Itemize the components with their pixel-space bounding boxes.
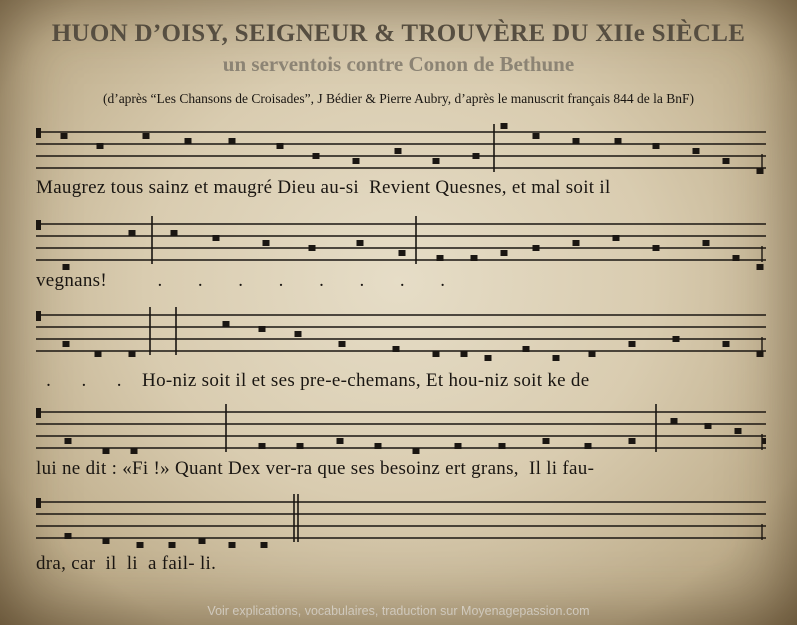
neume-note <box>65 438 72 444</box>
lyrics-line-3: . . . Ho-niz soit il et ses pre-e-chemans, Et hou-niz soit ke de <box>36 370 590 391</box>
neume-note <box>393 346 400 352</box>
neume-note <box>653 143 660 149</box>
neume-note <box>501 250 508 256</box>
neume-note <box>455 443 462 449</box>
neume-note <box>671 418 678 424</box>
source-citation: (d’après “Les Chansons de Croisades”, J Bédier & Pierre Aubry, d’après le manuscrit français 844 de la BnF) <box>102 91 695 106</box>
neume-note <box>185 138 192 144</box>
neume-note <box>723 341 730 347</box>
neume-note <box>375 443 382 449</box>
music-staff-5 <box>36 490 766 550</box>
neume-note <box>337 438 344 444</box>
neume-note <box>501 123 508 129</box>
staff-drawing <box>36 120 766 180</box>
neume-note <box>653 245 660 251</box>
neume-note <box>553 355 560 361</box>
neume-note <box>399 250 406 256</box>
neume-note <box>261 542 268 548</box>
neume-note <box>259 443 266 449</box>
neume-note <box>533 245 540 251</box>
neume-note <box>703 240 710 246</box>
clef-mark <box>36 220 41 230</box>
neume-note <box>523 346 530 352</box>
neume-note <box>471 255 478 261</box>
lyrics-line-2: vegnans! . . . . . . . . <box>36 270 446 291</box>
neume-note <box>763 438 767 444</box>
music-staff-4 <box>36 400 766 460</box>
neume-note <box>473 153 480 159</box>
neume-note <box>223 321 230 327</box>
neume-note <box>259 326 266 332</box>
neume-note <box>309 245 316 251</box>
neume-note <box>499 443 506 449</box>
neume-note <box>263 240 270 246</box>
neume-note <box>485 355 492 361</box>
neume-note <box>573 138 580 144</box>
staff-drawing <box>36 303 766 363</box>
neume-note <box>613 235 620 241</box>
neume-note <box>103 538 110 544</box>
neume-note <box>357 240 364 246</box>
neume-note <box>129 230 136 236</box>
staff-drawing <box>36 490 766 550</box>
lyrics-line-4: lui ne dit : «Fi !» Quant Dex ver-ra que ses besoinz ert grans, Il li fau- <box>36 458 595 479</box>
neume-note <box>735 428 742 434</box>
neume-note <box>533 133 540 139</box>
neume-note <box>131 448 138 454</box>
page-title: HUON D’OISY, SEIGNEUR & TROUVÈRE DU XIIe SIÈCLE <box>51 20 746 47</box>
neume-note <box>629 438 636 444</box>
neume-note <box>339 341 346 347</box>
neume-note <box>313 153 320 159</box>
neume-note <box>673 336 680 342</box>
neume-note <box>171 230 178 236</box>
neume-note <box>199 538 206 544</box>
neume-note <box>137 542 144 548</box>
neume-note <box>413 448 420 454</box>
neume-note <box>693 148 700 154</box>
lyrics-line-5: dra, car il li a fail- li. <box>36 553 217 574</box>
neume-note <box>543 438 550 444</box>
neume-note <box>213 235 220 241</box>
neume-note <box>615 138 622 144</box>
neume-note <box>353 158 360 164</box>
clef-mark <box>36 128 41 138</box>
neume-note <box>143 133 150 139</box>
neume-note <box>169 542 176 548</box>
clef-mark <box>36 408 41 418</box>
neume-note <box>585 443 592 449</box>
neume-note <box>461 351 468 357</box>
neume-note <box>95 351 102 357</box>
clef-mark <box>36 311 41 321</box>
neume-note <box>297 443 304 449</box>
music-staff-2 <box>36 212 766 272</box>
staff-drawing <box>36 400 766 460</box>
lyrics-line-1: Maugrez tous sainz et maugré Dieu au-si Revient Quesnes, et mal soit il <box>36 177 611 198</box>
neume-note <box>705 423 712 429</box>
website-link[interactable]: Moyenagepassion.com <box>461 604 590 618</box>
staff-drawing <box>36 212 766 272</box>
page-subtitle: un serventois contre Conon de Bethune <box>222 52 575 76</box>
neume-note <box>573 240 580 246</box>
neume-note <box>103 448 110 454</box>
clef-mark <box>36 498 41 508</box>
neume-note <box>277 143 284 149</box>
neume-note <box>229 542 236 548</box>
neume-note <box>433 351 440 357</box>
neume-note <box>437 255 444 261</box>
neume-note <box>733 255 740 261</box>
neume-note <box>229 138 236 144</box>
neume-note <box>723 158 730 164</box>
neume-note <box>65 533 72 539</box>
neume-note <box>589 351 596 357</box>
neume-note <box>129 351 136 357</box>
neume-note <box>63 341 70 347</box>
neume-note <box>295 331 302 337</box>
neume-note <box>97 143 104 149</box>
neume-note <box>395 148 402 154</box>
footer-text: Voir explications, vocabulaires, traduction sur <box>207 604 462 618</box>
neume-note <box>433 158 440 164</box>
neume-note <box>629 341 636 347</box>
footer-note <box>0 604 797 618</box>
neume-note <box>61 133 68 139</box>
music-staff-1 <box>36 120 766 180</box>
music-staff-3 <box>36 303 766 363</box>
